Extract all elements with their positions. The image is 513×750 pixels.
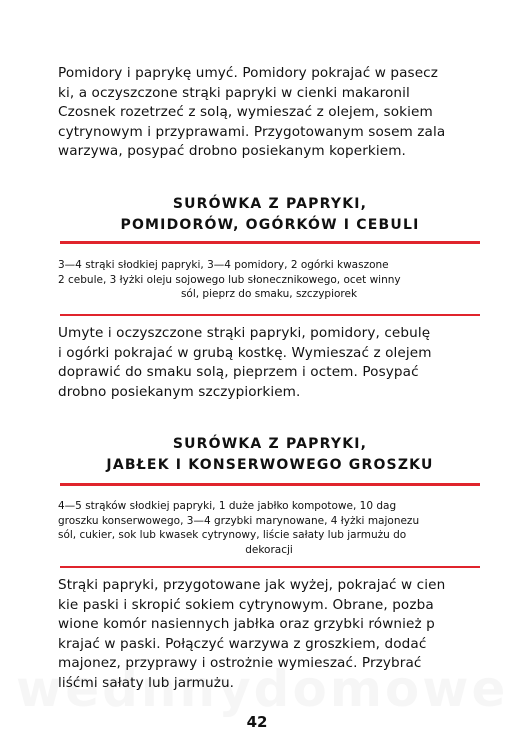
recipe1-top-rule (60, 241, 480, 244)
recipe2-bottom-rule (60, 566, 480, 568)
method-line: drobno posiekanym szczypiorkiem. (58, 383, 301, 400)
recipe1-title-line: POMIDORÓW, OGÓRKÓW I CEBULI (120, 217, 420, 233)
ingredient-line: 3—4 strąki słodkiej papryki, 3—4 pomidory, 2 ogórki kwaszone (58, 259, 389, 271)
method-line: wione komór nasiennych jabłka oraz grzybki również p (58, 616, 435, 632)
ingredient-line: sól, pieprz do smaku, szczypiorek (180, 288, 358, 300)
ingredient-line: dekoracji (245, 543, 293, 556)
ingredient-line: sól, cukier, sok lub kwasek cytrynowy, liście sałaty lub jarmużu do (58, 529, 407, 541)
method-line: doprawić do smaku solą, pieprzem i octem. Posypać (58, 364, 419, 380)
method-line: i ogórki pokrajać w grubą kostkę. Wymieszać z olejem (58, 344, 432, 361)
intro-paragraph (58, 64, 483, 160)
page-number: 42 (246, 713, 268, 731)
intro-line: warzywa, posypać drobno posiekanym koperkiem. (58, 143, 406, 159)
intro-line: Czosnek rozetrzeć z solą, wymieszać z olejem, sokiem (58, 104, 433, 120)
recipe1-method-clip (0, 322, 483, 408)
intro-line: cytrynowym i przyprawami. Przygotowanym sosem zala (58, 123, 446, 140)
method-line: Strąki papryki, przygotowane jak wyżej, pokrajać w cien (58, 577, 446, 593)
recipe2-ingredients (58, 499, 480, 557)
ingredient-line: 4—5 strąków słodkiej papryki, 1 duże jabłko kompotowe, 10 dag (58, 500, 397, 512)
method-line: majonez, przyprawy i ostrożnie wymieszać. Przybrać (58, 655, 422, 671)
watermark-text (16, 660, 513, 718)
recipe1-ingredients (58, 258, 480, 302)
recipe2-ingredients-clip (0, 497, 483, 561)
recipe2-title-line: JABŁEK I KONSERWOWEGO GROSZKU (106, 457, 434, 473)
method-line: liśćmi sałaty lub jarmużu. (58, 674, 235, 691)
method-line: Umyte i oczyszczone strąki papryki, pomidory, cebulę (58, 325, 431, 341)
ingredient-line: groszku konserwowego, 3—4 grzybki marynowane, 4 łyżki majonezu (58, 514, 420, 527)
recipe2-title-line: SURÓWKA Z PAPRYKI, (172, 436, 368, 452)
method-line: kie paski i skropić sokiem cytrynowym. Obrane, pozba (58, 596, 434, 613)
recipe1-ingredients-clip (0, 256, 483, 306)
method-line: krajać w paski. Połączyć warzywa z groszkiem, dodać (58, 635, 427, 652)
intro-line: ki, a oczyszczone strąki papryki w cienki makaronil (58, 84, 410, 101)
recipe1-title-line: SURÓWKA Z PAPRYKI, (172, 196, 368, 212)
recipe2-top-rule (60, 483, 480, 486)
recipe1-bottom-rule (60, 314, 480, 316)
intro-line: Pomidory i paprykę umyć. Pomidory pokrajać w pasecz (58, 65, 438, 81)
recipe1-title (60, 194, 480, 236)
recipe1-method (58, 324, 483, 402)
ingredient-line: 2 cebule, 3 łyżki oleju sojowego lub słonecznikowego, ocet winny (58, 273, 401, 286)
recipe2-title (60, 434, 480, 476)
intro-paragraph-clip (0, 60, 483, 160)
